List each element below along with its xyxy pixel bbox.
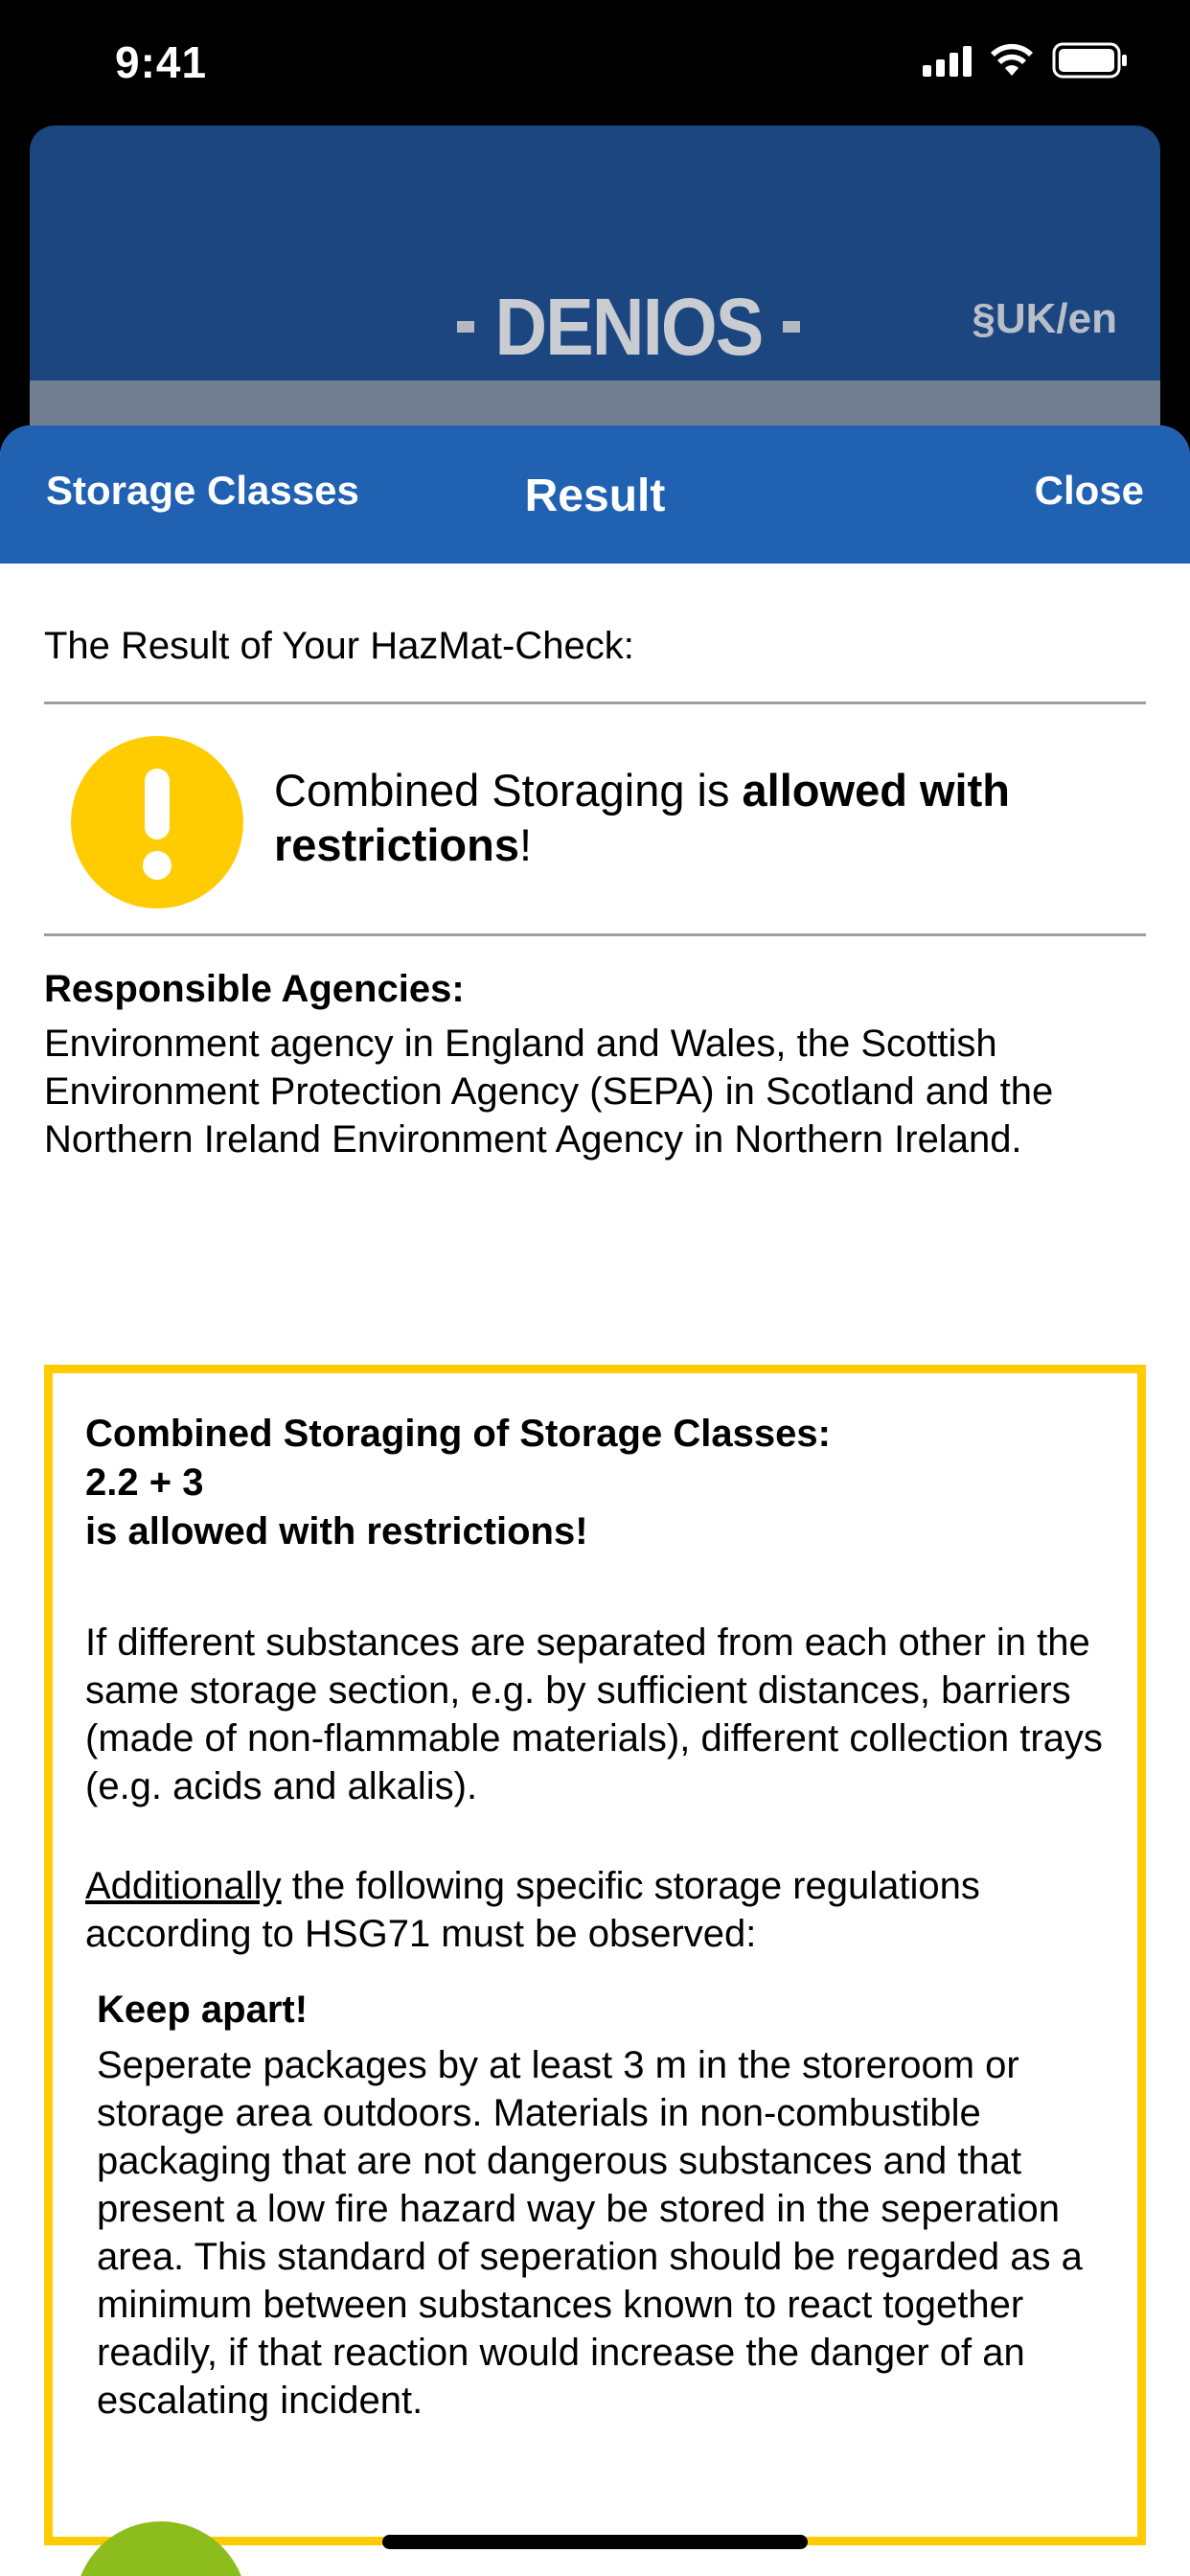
denios-logo <box>451 279 806 375</box>
details-heading-line: is allowed with restrictions! <box>85 1510 588 1552</box>
home-indicator <box>382 2535 808 2549</box>
separation-paragraph: If different substances are separated from each other in the same storage section, e.g. by sufficient distances, barriers (made of non-flammable materials), different collection trays (e.g. acids and alkalis). <box>85 1622 1103 1807</box>
status-bar <box>0 0 1190 125</box>
status-text-bold: allowed with restrictions <box>274 765 1010 870</box>
divider <box>44 933 1146 936</box>
regulation-paragraph <box>85 1862 1130 1958</box>
details-heading <box>85 1410 1120 1556</box>
nav-title: Result <box>524 471 666 521</box>
status-icons <box>923 42 1129 79</box>
storage-classes-value: 2.2 + 3 <box>85 1461 204 1504</box>
regulation-text: the following specific storage regulations according to HSG71 must be observed: <box>85 1865 980 1955</box>
divider <box>44 702 1146 704</box>
additionally-text: Additionally <box>85 1865 282 1907</box>
rule-text: Seperate packages by at least 3 m in the storeroom or storage area outdoors. Materials in non-combustible packaging that are not dangerous substances and that present a low fire hazard way be stored in the seperation area. This standard of seperation should be regarded as a minimum between substances known to react together readily, if that reaction would increase the danger of an escalating incident. <box>97 2044 1083 2422</box>
battery-icon <box>1052 42 1129 79</box>
agencies-text: Environment agency in England and Wales, the Scottish Environment Protection Agency (SEPA) in Scotland and the Northern Ireland Environment Agency in Northern Ireland. <box>44 1023 1054 1161</box>
wifi-icon <box>989 43 1035 78</box>
status-text-suffix: ! <box>518 819 533 870</box>
result-intro: The Result of Your HazMat-Check: <box>44 625 634 667</box>
close-button[interactable]: Close <box>1034 468 1144 513</box>
rule-title: Keep apart! <box>97 1989 309 2031</box>
back-button[interactable]: Storage Classes <box>46 468 359 513</box>
agencies-title: Responsible Agencies: <box>44 968 465 1010</box>
result-sheet <box>0 426 1190 2576</box>
exclamation-icon <box>71 736 243 908</box>
status-text <box>274 763 1136 872</box>
cellular-signal-icon <box>923 44 972 77</box>
details-heading-line: Combined Storaging of Storage Classes: <box>85 1413 831 1455</box>
details-box <box>44 1365 1146 2545</box>
result-status <box>71 736 1144 908</box>
status-time: 9:41 <box>115 37 208 87</box>
nav-bar <box>0 426 1190 564</box>
logo-text: DENIOS <box>494 281 763 372</box>
locale-label: §UK/en <box>972 295 1117 342</box>
status-text-prefix: Combined Storaging is <box>274 765 743 816</box>
